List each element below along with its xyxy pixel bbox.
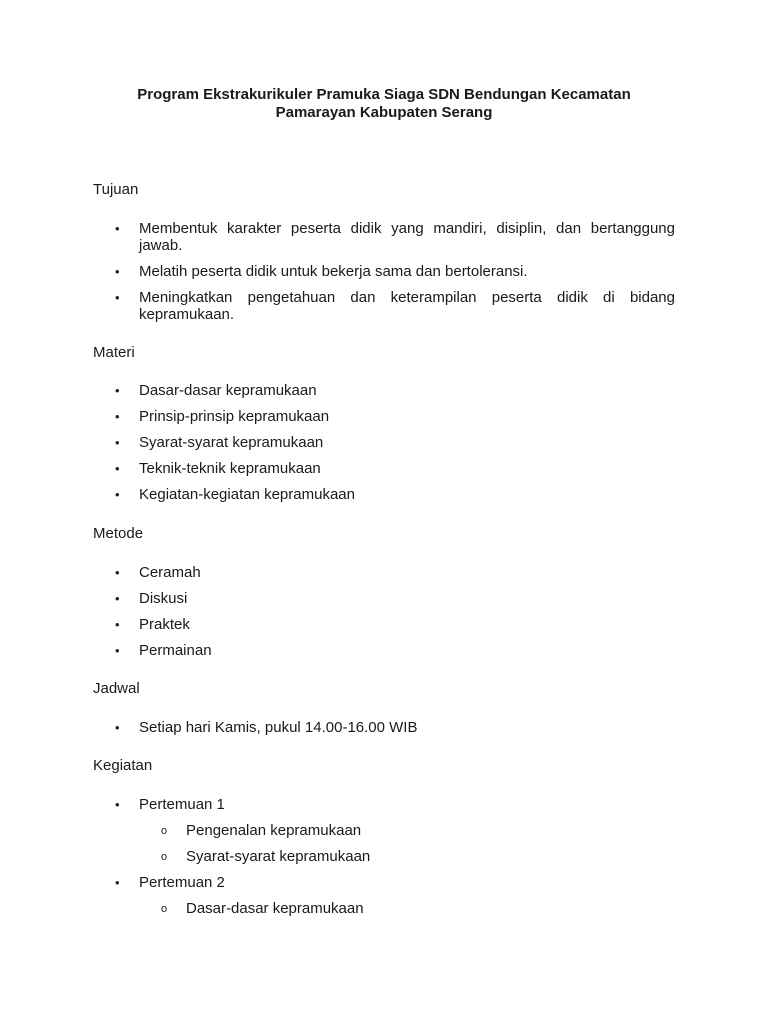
list-item: • Dasar-dasar kepramukaan [115,382,317,399]
bullet-icon: • [115,565,120,580]
sub-list [139,900,675,917]
list-item: • Melatih peserta didik untuk bekerja sama dan bertoleransi. [115,263,528,280]
bullet-icon: • [115,383,120,398]
list-item: • Teknik-teknik kepramukaan [115,460,321,477]
kegiatan-list [93,796,675,917]
bullet-icon: • [115,435,120,450]
list-item: • Praktek [115,616,190,633]
list-item: • Setiap hari Kamis, pukul 14.00-16.00 WIB [115,719,418,736]
tujuan-list [93,220,675,323]
bullet-icon: • [115,643,120,658]
bullet-icon: • [115,487,120,502]
section-heading-jadwal: Jadwal [93,680,140,697]
circle-bullet-icon: o [161,903,168,915]
bullet-icon: • [115,290,120,305]
list-item: • Diskusi [115,590,188,607]
list-item: • Kegiatan-kegiatan kepramukaan [115,486,355,503]
list-item: • Meningkatkan pengetahuan dan keterampilan peserta didik di bidang kepramukaan. [115,289,675,323]
circle-bullet-icon: o [161,851,168,863]
jadwal-list [93,719,675,736]
bullet-icon: • [115,461,120,476]
section-heading-tujuan: Tujuan [93,181,139,198]
list-item: • Pertemuan 2 o Dasar-dasar kepramukaan [93,874,675,917]
section-heading-metode: Metode [93,525,144,542]
bullet-icon: • [115,221,120,236]
sub-list [139,822,675,865]
materi-list [93,382,675,503]
list-item: • Pertemuan 1 o Pengenalan kepramukaan o Syarat-syarat kepramukaan [93,796,675,865]
sub-list-item: o Syarat-syarat kepramukaan [161,848,371,865]
list-item: • Prinsip-prinsip kepramukaan [115,408,330,425]
bullet-icon: • [115,591,120,606]
bullet-icon: • [115,264,120,279]
bullet-icon: • [115,720,120,735]
section-heading-materi: Materi [93,344,135,361]
bullet-icon: • [115,409,120,424]
section-heading-kegiatan: Kegiatan [93,757,153,774]
page-title [92,86,676,122]
sub-list-item: o Dasar-dasar kepramukaan [161,900,364,917]
list-item: • Membentuk karakter peserta didik yang mandiri, disiplin, dan bertanggung jawab. [115,220,675,254]
metode-list [93,564,675,659]
list-item: • Ceramah [115,564,201,581]
title-line-2: Pamarayan Kabupaten Serang [275,104,493,121]
bullet-icon: • [115,617,120,632]
list-item: • Permainan [115,642,212,659]
title-line-1: Program Ekstrakurikuler Pramuka Siaga SDN Bendungan Kecamatan [137,86,631,103]
sub-list-item: o Pengenalan kepramukaan [161,822,362,839]
bullet-icon: • [115,797,120,812]
circle-bullet-icon: o [161,825,168,837]
list-item: • Syarat-syarat kepramukaan [115,434,324,451]
bullet-icon: • [115,875,120,890]
